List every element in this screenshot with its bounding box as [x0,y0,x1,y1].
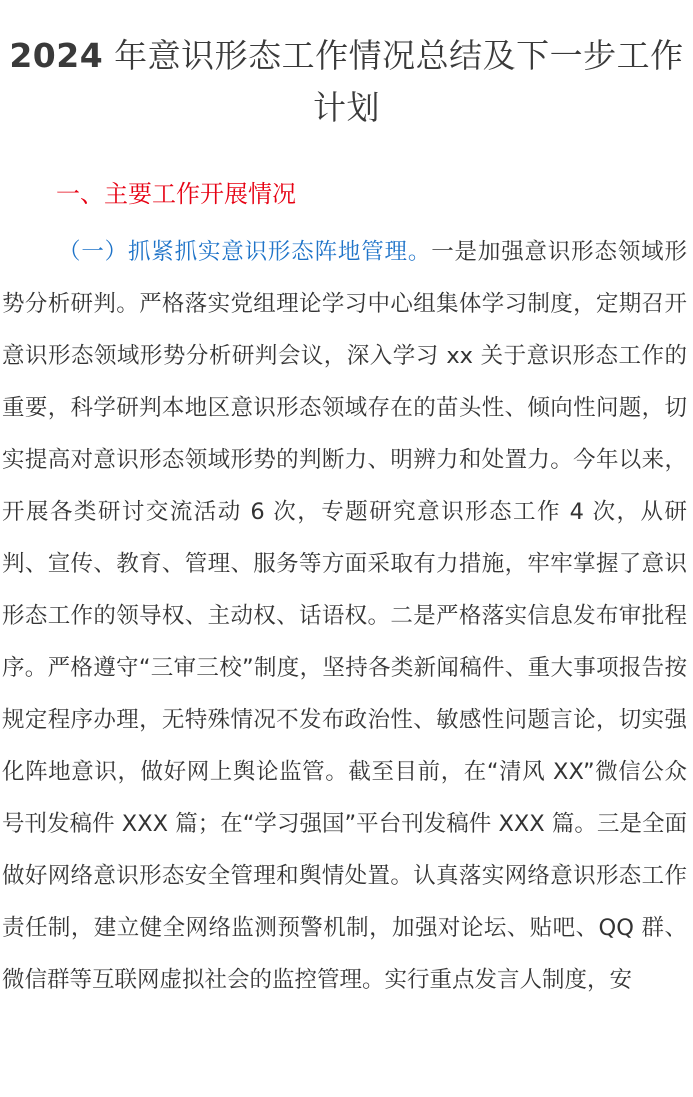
title-year: 2024 [9,36,104,75]
subsection-heading: （一）抓紧抓实意识形态阵地管理。 [58,239,432,265]
body-paragraph [0,226,693,1006]
section-heading: 一、主要工作开展情况 [56,180,296,208]
document-title [0,0,693,134]
paragraph-text: 一是加强意识形态领域形势分析研判。严格落实党组理论学习中心组集体学习制度，定期召开意识形态领域形势分析研判会议，深入学习 xx 关于意识形态工作的重要，科学研判本地区意识形态领域存在的苗头性、倾向性问题，切实提高对意识形态领域形势的判断力、明辨力和处置力。今年以来，开展各类研讨交流活动 6 次，专题研究意识形态工作 4 次，从研判、宣传、教育、管理、服务等方面采取有力措施，牢牢掌握了意识形态工作的领导权、主动权、话语权。二是严格落实信息发布审批程序。严格遵守“三审三校”制度，坚持各类新闻稿件、重大事项报告按规定程序办理，无特殊情况不发布政治性、敏感性问题言论，切实强化阵地意识，做好网上舆论监管。截至目前，在“清风 XX”微信公众号刊发稿件 XXX 篇；在“学习强国”平台刊发稿件 XXX 篇。三是全面做好网络意识形态安全管理和舆情处置。认真落实网络意识形态工作责任制，建立健全网络监测预警机制，加强对论坛、贴吧、QQ 群、微信群等互联网虚拟社会的监控管理。实行重点发言人制度，安 [2,239,687,993]
title-text: 年意识形态工作情况总结及下一步工作计划 [103,36,684,127]
